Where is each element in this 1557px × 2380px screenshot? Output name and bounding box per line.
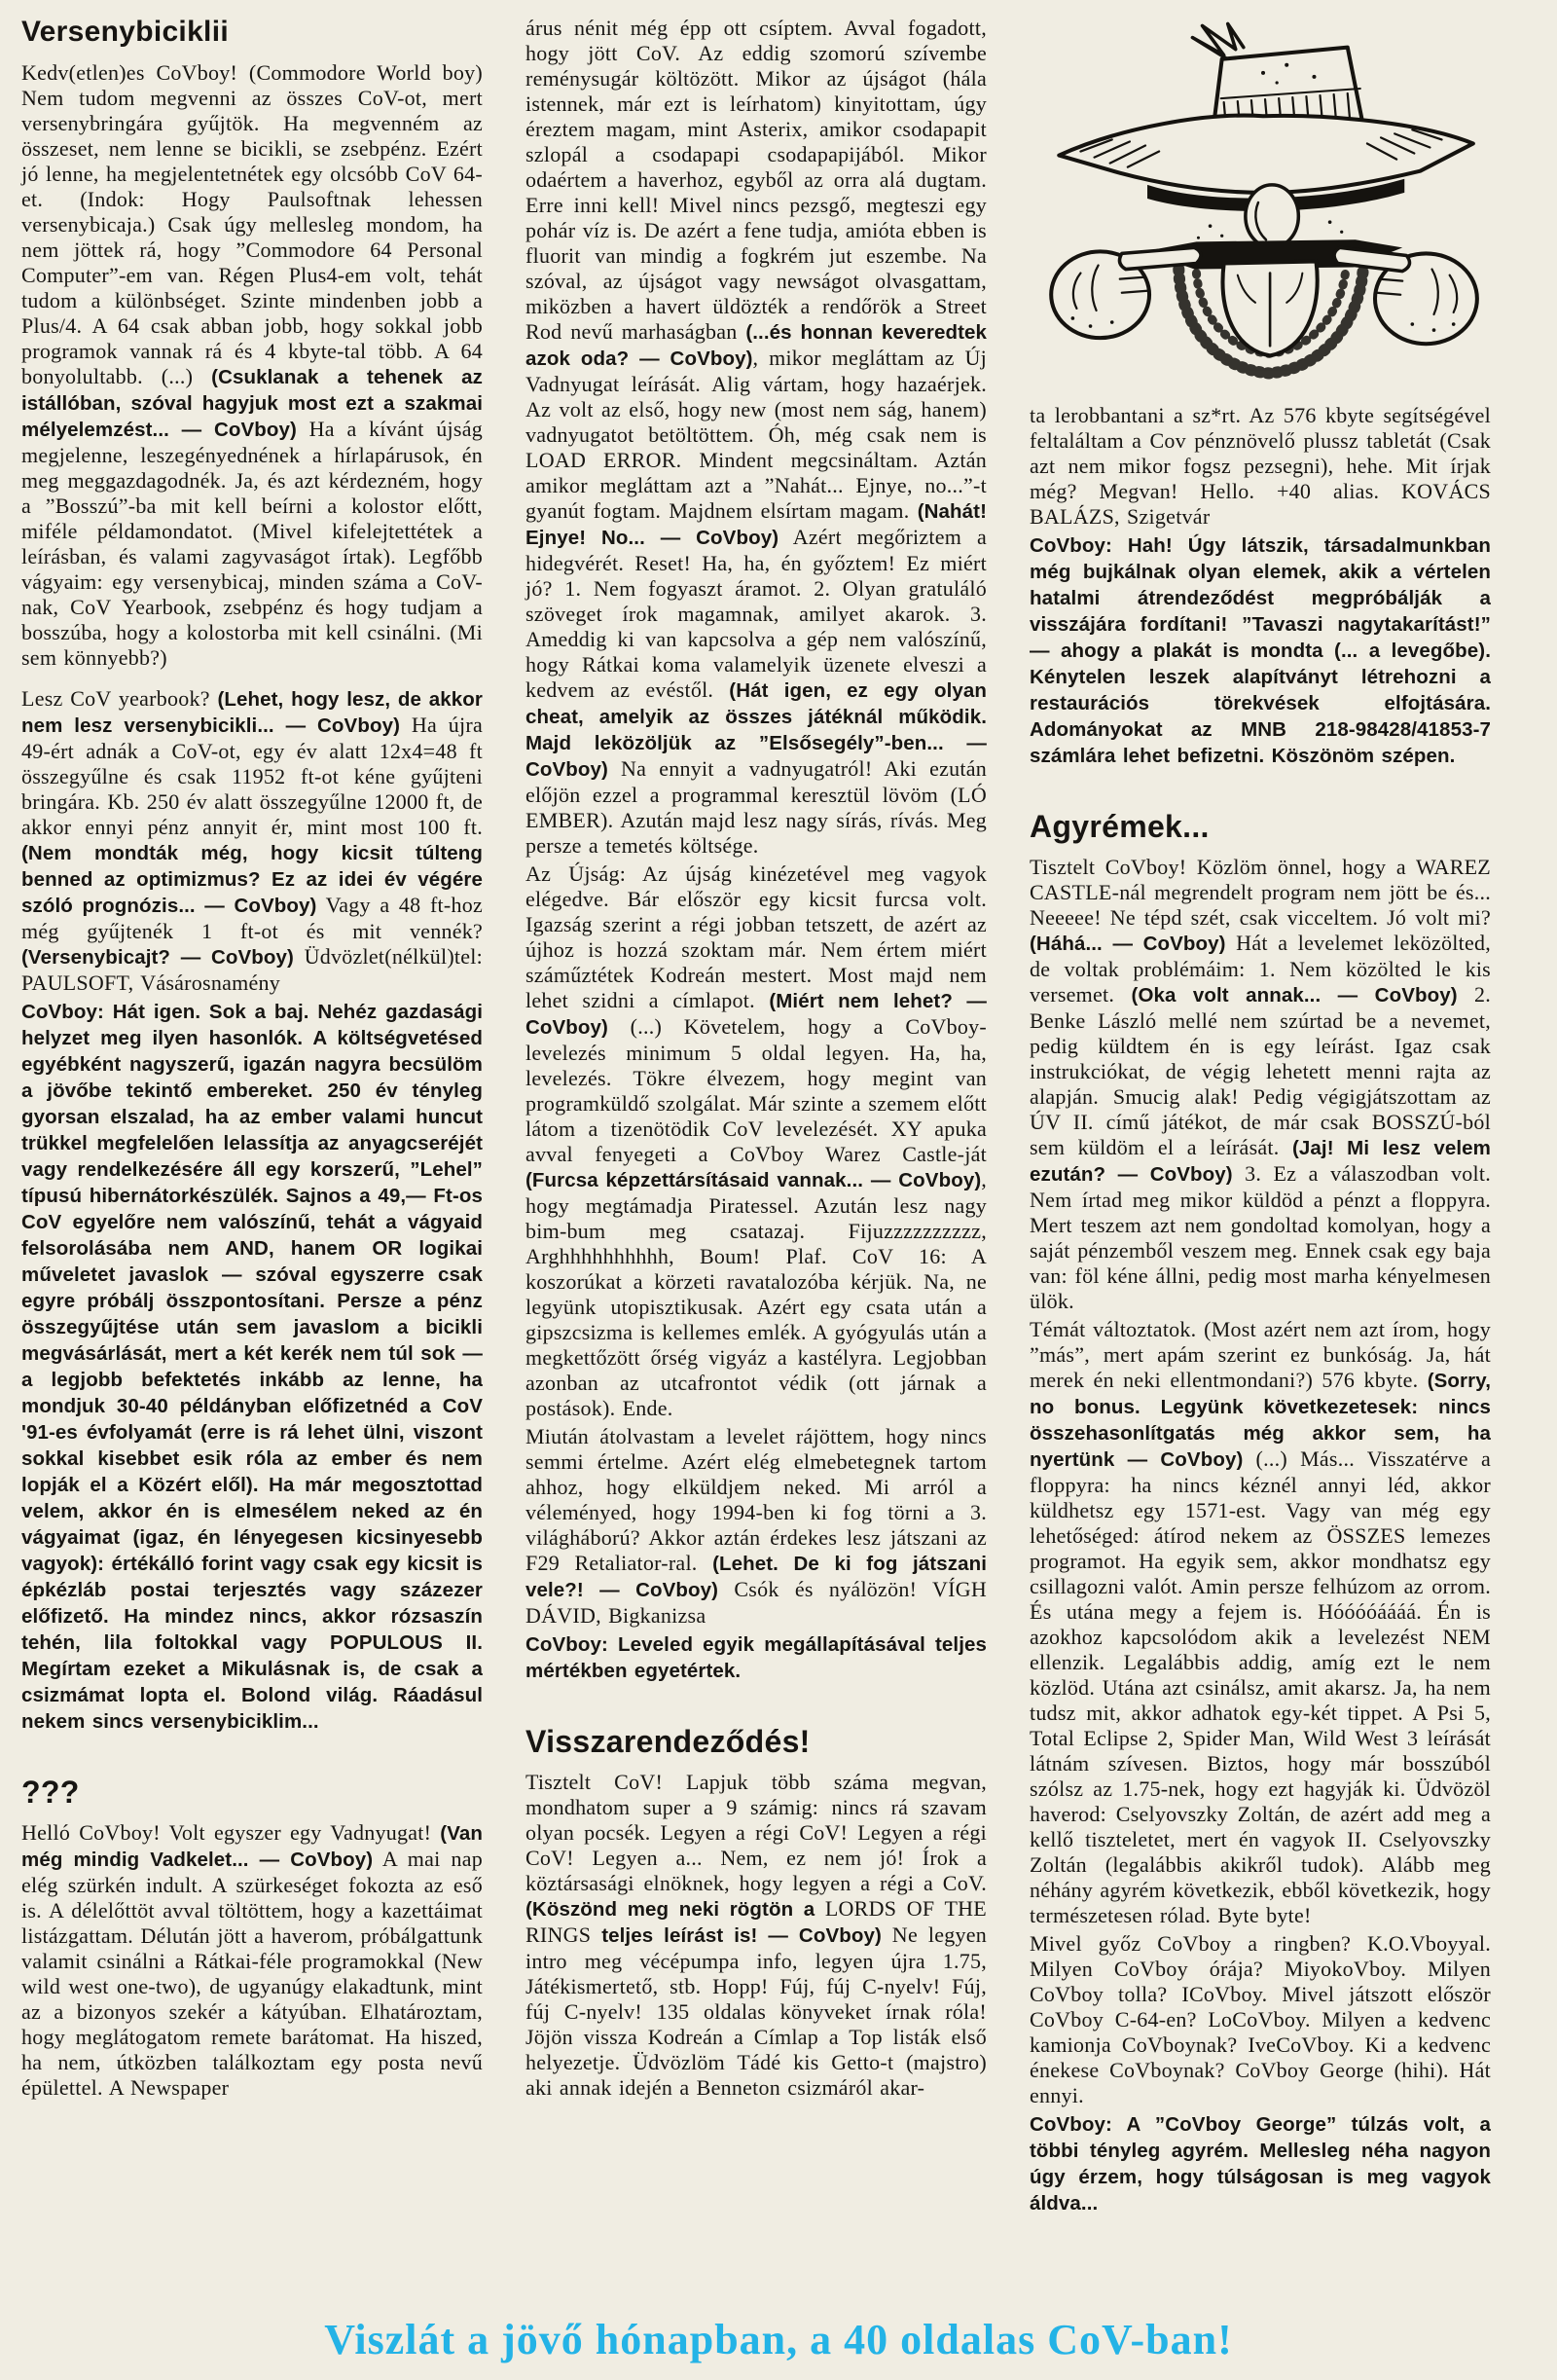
covboy-bold-remark: CoVboy: Leveled egyik megállapításával teljes mértékben egyetértek.	[525, 1633, 987, 1682]
letter-text: Na ennyit a vadnyugatról! Aki ezután előjön ezzel a programmal keresztül lövöm (LÓ EMBER). Azután majd lesz nagy sírás, rívás. Meg persze a temetés költsége.	[525, 756, 987, 858]
left-column	[21, 16, 483, 2219]
body-paragraph	[525, 861, 987, 1421]
covboy-bold-remark: (Nahát! Ejnye! No... — CoVboy)	[525, 500, 987, 549]
covboy-bold-remark: (Nem mondták még, hogy kicsit túlteng benned az optimizmus? Ez az idei év végére szóló prognózis... — CoVboy)	[21, 842, 483, 917]
covboy-bold-remark: CoVboy: Hah! Úgy látszik, társadalmunkban még bujkálnak olyan elemek, akik a vértelen hatalmi átrendeződést megpróbálják a visszájára fordítani! ”Tavaszi nagytakarítást!” — ahogy a plakát is mondta (... a levegőbe). Kénytelen leszek alapítványt létrehozni a restaurációs törekvések elfojtására. Adományokat az MNB 218-98428/41853-7 számlára lehet befizetni. Köszönöm szépen.	[1030, 534, 1491, 767]
column-layout	[21, 16, 1534, 2219]
letter-text: Hát a levelemet leközölted, de voltak problémáim: 1. Nem közölted le kis versemet.	[1030, 931, 1492, 1007]
letter-text: LORDS OF THE RINGS	[525, 1896, 987, 1947]
section-heading: Visszarendeződés!	[525, 1724, 811, 1759]
letter-text: Mivel győz CoVboy a ringben? K.O.Vboyyal. Milyen CoVboy órája? MiyokoVboy. Milyen CoVboy tolla? ICoVboy. Mivel játszott először CoVboy C-64-en? LoCoVboy. Milyen a kedvenc kamionja CoVboynak? IveCoVboy. Ki a kedvenc énekese CoVboynak? CoVboy George (hihi). Hát ennyi.	[1030, 1931, 1491, 2107]
body-paragraph	[1030, 532, 1491, 769]
letter-text: Vagy a 48 ft-hoz még gyűjtenék 1 ft-ot és mit vennék?	[21, 893, 483, 943]
covboy-bold-remark: (Van még mindig Vadkelet... — CoVboy)	[21, 1822, 483, 1871]
section-heading: ???	[21, 1775, 80, 1810]
covboy-bold-remark: (Furcsa képzettársításaid vannak... — CoVboy)	[525, 1169, 982, 1191]
covboy-bold-remark: (...és honnan keveredtek azok oda? — CoVboy)	[525, 321, 988, 370]
section-heading: Agyrémek...	[1030, 809, 1210, 844]
letter-text: , hogy megtámadja Piratessel. Azután lesz nagy bim-bum meg csatazaj. Fijuzzzzzzzzzz, Arghhhhhhhhhh, Boum! Plaf. CoV 16: A koszorúkat a körzeti ravatalozóba kérjük. Na, ne legyünk utopisztikusak. Azért egy csata után a gipszcsizma is kellemes emlék. A gyógyulás után a megkettőzött őrség vigyáz a kastélyra. Legjobban azonban az utcafrontot védik (ott járnak a postások). Ende.	[525, 1167, 987, 1420]
body-paragraph	[525, 1770, 987, 2101]
letter-text: 2. Benke László mellé nem szúrtad be a nevemet, pedig küldtem én is egy leírást. Igaz csak instrukciókat, de végig lehetett menni rajta az alapján. Smucig alak! Pedig végigjátszottam az ÚV II. című játékot, de már csak BOSSZÚ-ból sem küldöm el a leírását.	[1030, 982, 1492, 1159]
covboy-bold-remark: (Oka volt annak... — CoVboy)	[1131, 984, 1458, 1007]
body-paragraph	[1030, 1317, 1491, 1928]
body-paragraph	[21, 1820, 483, 2101]
letter-text: Témát változtatok. (Most azért nem azt írom, hogy ”más”, mert apám szerint ez bunkóság. Ja, hát merek én neki ellentmondani?) 576 kbyte.	[1030, 1317, 1491, 1392]
covboy-bold-remark: CoVboy: Hát igen. Sok a baj. Nehéz gazdasági helyzet meg ilyen hasonlók. A költségvetésed egyébként nagyszerű, igazán nagyra becsülöm a jövőbe tekintő embereket. 250 év tényleg gyorsan elszalad, ha az ember valami huncut trükkel megfelelően lelassítja az anyagcseréjét vagy rendelkezésére áll egy korszerű, ”Lehel” típusú hibernátorkészülék. Sajnos a 49,— Ft-os CoV egyelőre nem valószínű, tehát a vágyaid felsorolásába nem AND, hanem OR logikai műveletet javaslok — szóval egyszerre csak egyre próbálj összpontosítani. Persze a pénz összegyűjtése után sem javaslom a bicikli megvásárlását, mert a két kerék nem túl sok — a legjobb befektetés inkább az lenne, ha mondjuk 30-40 példányban előfizetnéd a CoV '91-es évfolyamát (erre is rá lehet ülni, viszont sokkal kisebbet esik róla az ember és nem lopják el a Közért elől). Ha már megosztottad velem, akkor én is elmesélem neked az én vágyaimat (igaz, én lényegesen kicsinyesebb vagyok): értékálló forint vagy csak egy kicsit is épkézláb postai terjesztés vagy százezer előfizető. Ha mindez nincs, akkor rózsaszín tehén, lila foltokkal vagy POPULOUS II. Megírtam ezeket a Mikulásnak is, de csak a csizmámat lopta el. Bolond világ. Ráadásul nekem sincs versenybiciklim...	[21, 1001, 483, 1733]
letter-text: árus nénit még épp ott csíptem. Avval fogadott, hogy jött CoV. Az eddig szomorú szívembe reménysugár költözött. Mikor az újságot (hála istennek, már ezt is leírhatom) kinyitottam, úgy éreztem magam, mint Asterix, amikor csodapapit szlopál a csodapapi csodapapijából. Mikor odaértem a haverhoz, egyből az orra alá dugtam. Erre inni kell! Mivel nincs pezsgő, megteszi egy pohár víz is. De azért a fene tudja, amióta ebben is fluorit van mindig a fogkrém jut eszembe. Na szóval, az újságot vagy newságot olvasgattam, miközben a havert üldözték a rendőrök a Street Rod nevű marhaságban	[525, 16, 987, 344]
right-column	[1030, 16, 1491, 2219]
covboy-bold-remark: (Versenybicajt? — CoVboy)	[21, 946, 294, 969]
letter-text: Azért megőriztem a hidegvérét. Reset! Ha, ha, én győztem! Ez miért jó? 1. Nem fogyaszt áramot. 2. Olyan gratuláló szöveget írok magamnak, amilyet akarok. 3. Ameddig ki van kapcsolva a gép nem valószínű, hogy Rátkai koma valamelyik üzenete elveszi a kedvem az evéstől.	[525, 525, 987, 702]
letter-text: Üdvözlet(nélkül)tel: PAULSOFT, Vásárosnamény	[21, 944, 484, 995]
clown-illustration	[1030, 16, 1491, 393]
letter-text: 3. Ez a válaszodban volt. Nem írtad meg mikor küldöd a pénzt a floppyra. Mert teszem azt nem gondoltad komolyan, hogy a saját pénzemből veszem meg. Ennek csak egy baja van: föl kéne állni, pedig most marha kényelmesen ülök.	[1030, 1161, 1491, 1313]
covboy-bold-remark: CoVboy: A ”CoVboy George” túlzás volt, a többi tényleg agyrém. Mellesleg néha nagyon úgy érzem, hogy túlságosan is meg vagyok áldva...	[1030, 2113, 1491, 2215]
body-paragraph	[21, 686, 483, 996]
letter-text: ta lerobbantani a sz*rt. Az 576 kbyte segítségével feltaláltam a Cov pénznövelő plussz tabletát (Csak azt nem mikor fogsz pezsegni), hehe. Mit írjak még? Megvan! Hello. +40 alias. KOVÁCS BALÁZS, Szigetvár	[1030, 403, 1491, 529]
letter-text: (...) Más... Visszatérve a floppyra: ha nincs kéznél annyi léd, akkor küldhetsz egy 1571-est. Vagy van még egy lehetőséged: átírod nekem az ÖSSZES lemezes programot. Ha egyik sem, akkor mondhatsz egy csillagozni valót. Amin persze felhúzom az orrom. És utána megy a fejem is. Hóóóóáááá. Én is azokhoz kapcsolódom akik a levelezést NEM ellenzik. Legalábbis addig, amíg ezt le nem közlöd. Utána azt csinálsz, amit akarsz. Ja, ha nem tudsz mit, akkor adhatok egy-két tippet. A Psi 5, Total Eclipse 2, Spider Man, Wild West 3 leírását látnám szívesen. Biztos, hogy már bosszúból szólsz az 1.75-nek, hogy ezt hagyják ki. Üdvözöl haverod: Cselyovszky Zoltán, de azért add meg a kellő tiszteletet, mert én vagyok II. Cselyovszky Zoltán (legalábbis akikről tudok). Alább meg néhány agyrém következik, ebből következik, hogy természetesen rólad. Byte byte!	[1030, 1446, 1491, 1927]
clown-tongue-drawing-svg	[1030, 16, 1491, 393]
body-paragraph	[525, 1631, 987, 1684]
letter-text: Ha a kívánt újság megjelenne, leszegényednének a hírlapárusok, én meg meggazdagodnék. Ja, és azt kérdezném, hogy a ”Bosszú”-ba mit kell beírni a kolostor előtt, miféle példamondatot. (Mivel kifelejtettétek a leírásban, és valami zagyvaságot írtak). Legfőbb vágyaim: egy versenybicaj, minden száma a CoV-nak, CoV Yearbook, zsebpénz és hogy tudjam a bosszúba, hogy a kolostorba mit kell csinálni. (Mi sem könnyebb?)	[21, 417, 483, 670]
covboy-bold-remark: (Csuklanak a tehenek az istállóban, szóval hagyjuk most ezt a szakmai mélyelemzést... — CoVboy)	[21, 366, 483, 441]
body-paragraph	[1030, 1931, 1491, 2108]
letter-text: Ne legyen intro meg vécépumpa info, legyen újra 1.75, Játékismertető, stb. Hopp! Fúj, fúj C-nyelv! Fúj, fúj C-nyelv! 135 oldalas könyveket írnak róla! Jöjön vissza Kodreán a Címlap a Top listák első helyezetje. Üdvözlöm Tádé kis Getto-t (majstro) aki annak idején a Benneton csizmáról akar-	[525, 1922, 987, 2100]
letter-text: Csók és nyálözön! VÍGH DÁVID, Bigkanizsa	[525, 1577, 988, 1628]
covboy-bold-remark: (Hát igen, ez egy olyan cheat, amelyik az összes játéknál működik. Majd leközöljük az ”Elsősegély”-ben... — CoVboy)	[525, 679, 987, 781]
body-paragraph	[1030, 855, 1491, 1314]
letter-text: Tisztelt CoVboy! Közlöm önnel, hogy a WAREZ CASTLE-nál megrendelt program nem jött be és... Neeeee! Ne tépd szét, csak vicceltem. Jó volt mi?	[1030, 855, 1491, 930]
covboy-bold-remark: (Lehet, hogy lesz, de akkor nem lesz versenybicikli... — CoVboy)	[21, 688, 483, 737]
body-paragraph	[1030, 403, 1491, 530]
covboy-bold-remark: (Köszönd meg neki rögtön a	[525, 1898, 825, 1921]
letter-text: Ha újra 49-ért adnák a CoV-ot, egy év alatt 12x4=48 ft összegyűlne és csak 11952 ft-ot kéne gyűjteni bringára. Kb. 250 év alatt összegyűlne 12000 ft, de akkor ennyi pénz annyit ér, mint most 100 ft.	[21, 713, 483, 839]
letter-text: , mikor megláttam az Új Vadnyugat leírását. Alig vártam, hogy hazaérjek. Az volt az első, hogy new (most nem ság, hanem) vadnyugatot betöltöttem. Óh, még csak nem is LOAD ERROR. Mindent megcsináltam. Aztán amikor megláttam azt a ”Nahát... Ejnye, no...”-t gyanút fogtam. Majdnem elsírtam magam.	[525, 346, 987, 523]
letter-text: Lesz CoV yearbook?	[21, 686, 218, 711]
covboy-bold-remark: (Jaj! Mi lesz velem ezután? — CoVboy)	[1030, 1137, 1491, 1186]
letter-text: A mai nap elég szürkén indult. A szürkeséget fokozta az eső is. A délelőttöt avval töltöttem, hogy a kazettáimat listázgattam. Délután jött a haverom, próbálgattunk valamit csinálni a Rátkai-féle programokkal (New wild west one-two), de ugyanúgy elakadtunk, mint az a bizonyos szekér a kátyúban. Elhatároztam, hogy meglátogatom remete barátomat. Ha hiszed, ha nem, útközben találkoztam egy posta nevű épülettel. A Newspaper	[21, 1847, 484, 2100]
footer-banner: Viszlát a jövő hónapban, a 40 oldalas CoV-ban!	[324, 2316, 1233, 2363]
letter-text: Helló CoVboy! Volt egyszer egy Vadnyugat!	[21, 1820, 441, 1845]
body-paragraph	[21, 999, 483, 1735]
section-heading: Versenybiciklii	[21, 16, 229, 48]
covboy-bold-remark: teljes leírást is! — CoVboy)	[591, 1924, 882, 1947]
letter-text: Kedv(etlen)es CoVboy! (Commodore World boy) Nem tudom megvenni az összes CoV-ot, mert versenybringára gyűjtök. Ha megvenném az összeset, nem lenne se bicikli, se zsebpénz. Ezért jó lenne, ha megjelentetnétek egy olcsóbb CoV 64-et. (Indok: Hogy Paulsoftnak lehessen versenybicaja.) Csak úgy mellesleg mondom, ha nem jöttek rá, hogy ”Commodore 64 Personal Computer”-em van. Régen Plus4-em volt, tehát tudom a különbséget. Szinte mindenben jobb a Plus/4. A 64 csak abban jobb, hogy sokkal jobb programok vannak rá és 4 kbyte-tal több. A 64 bonyolultabb. (...)	[21, 60, 483, 388]
body-paragraph	[525, 16, 987, 859]
clown-face-icon	[1197, 185, 1343, 248]
letter-text: Az Újság: Az újság kinézetével meg vagyok elégedve. Bár először egy kicsit furcsa volt. Igazság szerint a régi jobban tetszett, de azért az újhoz is hozzá szoktam már. Nem értem miért száműztétek Kodreán mestert. Most majd nem lehet szidni a címlapot.	[525, 861, 987, 1012]
middle-column	[525, 16, 987, 2219]
covboy-bold-remark: (Miért nem lehet? — CoVboy)	[525, 990, 987, 1039]
letter-text: Miután átolvastam a levelet rájöttem, hogy nincs semmi értelme. Azért elég elmebetegnek tartom ahhoz, hogy elküldjem neked. Mi arról a véleményed, hogy 1994-ben ki fog törni a 3. világháború? Akkor aztán érdekes lesz játszani az F29 Retaliator-ral.	[525, 1424, 987, 1575]
body-paragraph	[525, 1424, 987, 1629]
covboy-bold-remark: (Sorry, no bonus. Legyünk következetesek: nincs összehasonlítgatás még akkor sem, ha nyertünk — CoVboy)	[1030, 1370, 1491, 1471]
letter-text: (...) Követelem, hogy a CoVboy-levelezés minimum 5 oldal legyen. Ha, ha, levelezés. Tökre élvezem, hogy megint van programküldő szolgálat. Már szinte a szemem előtt látom a tizenötödik CoV levelezését. XY apuka avval fenyegeti a CoVboy Warez Castle-ját	[525, 1014, 987, 1166]
body-paragraph	[21, 60, 483, 671]
covboy-bold-remark: (Lehet. De ki fog játszani vele?! — CoVboy)	[525, 1553, 987, 1601]
body-paragraph	[1030, 2111, 1491, 2216]
covboy-bold-remark: (Háhá... — CoVboy)	[1030, 933, 1226, 955]
letter-text: Tisztelt CoV! Lapjuk több száma megvan, mondhatom super a 9 számig: nincs rá szavam olyan pocsék. Legyen a régi CoV! Legyen a régi CoV! Legyen a... Nem, ez nem jó! Írok a köztársasági elnöknek, hogy legyen a régi a CoV.	[525, 1770, 987, 1895]
